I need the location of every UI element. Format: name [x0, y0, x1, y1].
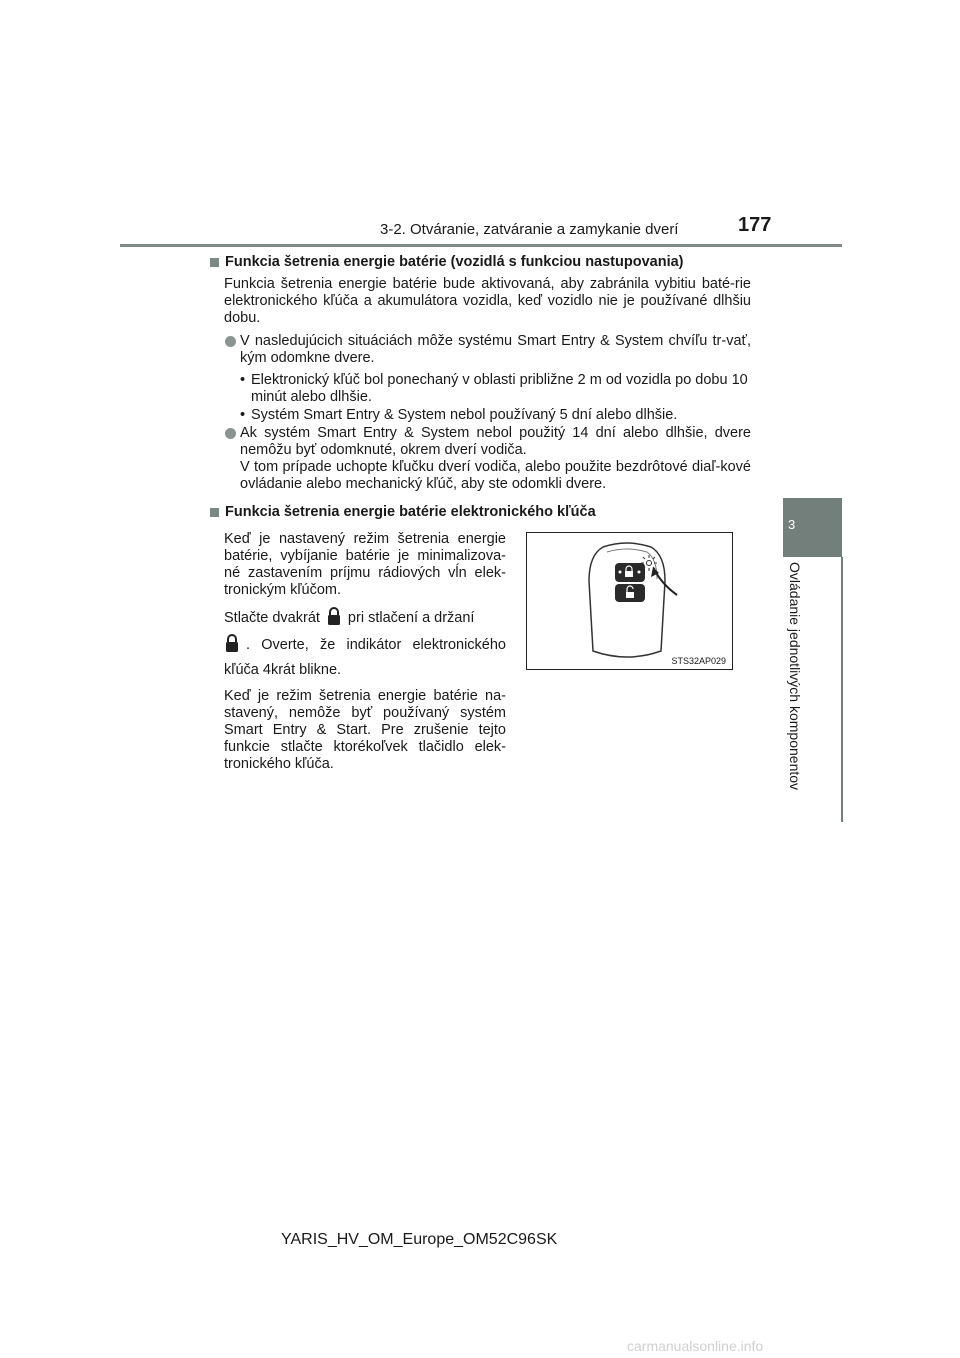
figure-code: STS32AP029	[671, 656, 726, 666]
description-paragraph: Keď je nastavený režim šetrenia energie batérie, vybíjanie batérie je minimalizova-né zastavením príjmu rádiových vĺn elek-tronickým kľúčom.	[224, 531, 506, 598]
sub-item-marker: •	[240, 372, 246, 388]
chapter-tab	[783, 498, 842, 557]
sub-item-text: Systém Smart Entry & System nebol používaný 5 dní alebo dlhšie.	[251, 407, 678, 423]
instruction-text: Stlačte dvakrát	[224, 610, 320, 626]
instruction-text: . Overte, že indikátor elektronického kľúča 4krát blikne.	[224, 637, 506, 678]
section-text-column	[224, 531, 506, 780]
cancel-paragraph: Keď je režim šetrenia energie batérie na-stavený, nemôže byť používaný systém Smart Entry & Start. Pre zrušenie tejto funkcie stlačte ktorékoľvek tlačidlo elek-tronického kľúča.	[224, 688, 506, 772]
sub-item-marker: •	[240, 407, 246, 423]
chapter-label: Ovládanie jednotlivých komponentov	[787, 562, 803, 791]
watermark: carmanualsonline.info	[627, 1338, 764, 1354]
bullet-text: V nasledujúcich situáciách môže systému Smart Entry & System chvíľu tr-vať, kým odomkne dvere.	[240, 333, 751, 366]
bullet-text-continued: V tom prípade uchopte kľučku dverí vodiča, alebo použite bezdrôtové diaľ-kové ovládanie alebo mechanický kľúč, aby ste odomkli dvere.	[240, 459, 751, 492]
sub-item	[208, 407, 751, 424]
electronic-key-figure	[526, 532, 733, 670]
sub-item-text: Elektronický kľúč bol ponechaný v oblasti približne 2 m od vozidla po dobu 10 minút alebo dlhšie.	[251, 372, 748, 405]
heading-square-icon	[210, 508, 219, 517]
heading-text: Funkcia šetrenia energie batérie (vozidlá s funkciou nastupovania)	[225, 254, 684, 270]
bullet-item	[208, 425, 751, 493]
bullet-dot-icon	[225, 336, 236, 347]
instruction-text: pri stlačení a držaní	[347, 610, 475, 626]
chapter-rule	[841, 557, 843, 822]
instruction-paragraph	[224, 606, 506, 681]
electronic-key-illustration	[527, 533, 732, 669]
sub-item	[208, 372, 751, 406]
bullet-dot-icon	[225, 428, 236, 439]
lock-icon	[326, 606, 342, 633]
section-heading	[208, 254, 751, 271]
header-rule	[120, 244, 842, 247]
document-code: YARIS_HV_OM_Europe_OM52C96SK	[281, 1231, 558, 1248]
lock-icon	[224, 633, 240, 660]
section-battery-saving	[208, 254, 751, 498]
intro-paragraph: Funkcia šetrenia energie batérie bude aktivovaná, aby zabránila vybitiu baté-rie elektronického kľúča a akumulátora vozidla, keď vozidlo nie je používané dlhšiu dobu.	[224, 276, 751, 326]
heading-text: Funkcia šetrenia energie batérie elektronického kľúča	[225, 504, 596, 520]
heading-square-icon	[210, 258, 219, 267]
bullet-item	[208, 333, 751, 367]
header-title: 3-2. Otváranie, zatváranie a zamykanie dverí	[380, 221, 679, 238]
chapter-number: 3	[788, 517, 796, 532]
bullet-text: Ak systém Smart Entry & System nebol použitý 14 dní alebo dlhšie, dvere nemôžu byť odomknuté, okrem dverí vodiča.	[240, 425, 751, 458]
section-heading	[208, 504, 768, 521]
page-number: 177	[738, 214, 772, 236]
chapter-label-wrap	[783, 562, 823, 822]
